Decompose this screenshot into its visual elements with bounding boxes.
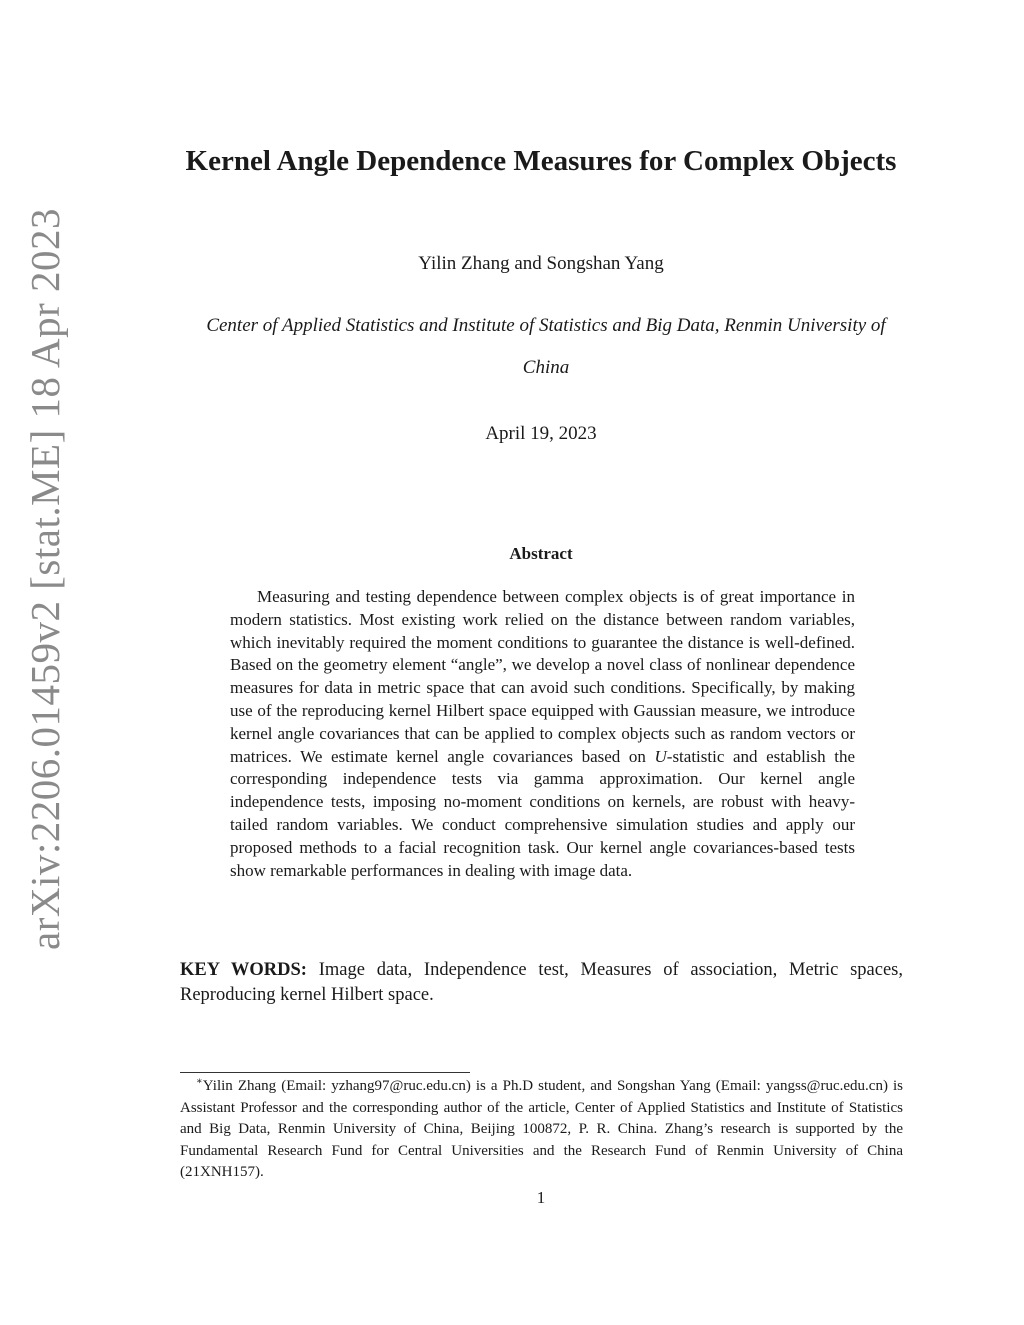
abstract-text-part2: -statistic and establish the corresponding independence tests via gamma approximation. Our kernel angle independence tests, imposing no-moment conditions on kernels, are robust with heavy-tailed random variables. We conduct comprehensive simulation studies and apply our proposed methods to a facial recognition task. Our kernel angle covariances-based tests show remarkable performances in dealing with image data. <box>230 746 856 880</box>
paper-authors: Yilin Zhang and Songshan Yang <box>418 253 664 274</box>
page-number: 1 <box>536 1188 546 1207</box>
keywords-text: Image data, Independence test, Measures of association, Metric spaces, Reproducing kernel Hilbert space. <box>180 960 903 1005</box>
arxiv-identifier-stamp: arXiv:2206.01459v2 [stat.ME] 18 Apr 2023 <box>22 208 68 950</box>
keywords-label: KEY WORDS: <box>180 960 307 980</box>
footnote-divider <box>180 1072 470 1073</box>
abstract-body <box>230 586 855 882</box>
paper-title: Kernel Angle Dependence Measures for Complex Objects <box>185 145 897 177</box>
footnote-marker: ∗ <box>196 1076 203 1087</box>
footnote-text: Yilin Zhang (Email: yzhang97@ruc.edu.cn) is a Ph.D student, and Songshan Yang (Email: yangss@ruc.edu.cn) is Assistant Professor and the corresponding author of the article, Center of Applied Statistics and Institute of Statistics and Big Data, Renmin University of China, Beijing 100872, P. R. China. Zhang’s research is supported by the Fundamental Research Fund for Central Universities and the Research Fund of Renmin University of China (21XNH157). <box>180 1078 903 1181</box>
abstract-text-part1: Measuring and testing dependence between complex objects is of great importance in modern statistics. Most existing work relied on the distance between random variables, which inevitably required the moment conditions to guarantee the distance is well-defined. Based on the geometry element “angle”, we develop a novel class of nonlinear dependence measures for data in metric space that can avoid such conditions. Specifically, by making use of the reproducing kernel Hilbert space equipped with Gaussian measure, we introduce kernel angle covariances that can be applied to complex objects such as random vectors or matrices. We estimate kernel angle covariances based on <box>230 587 855 766</box>
author-affiliation: Center of Applied Statistics and Institute of Statistics and Big Data, Renmin University of China <box>206 315 886 378</box>
author-footnote <box>180 1076 903 1184</box>
abstract-heading: Abstract <box>509 544 573 563</box>
u-statistic-symbol: U <box>654 746 667 766</box>
keywords-paragraph <box>180 958 903 1008</box>
paper-date: April 19, 2023 <box>485 423 597 444</box>
